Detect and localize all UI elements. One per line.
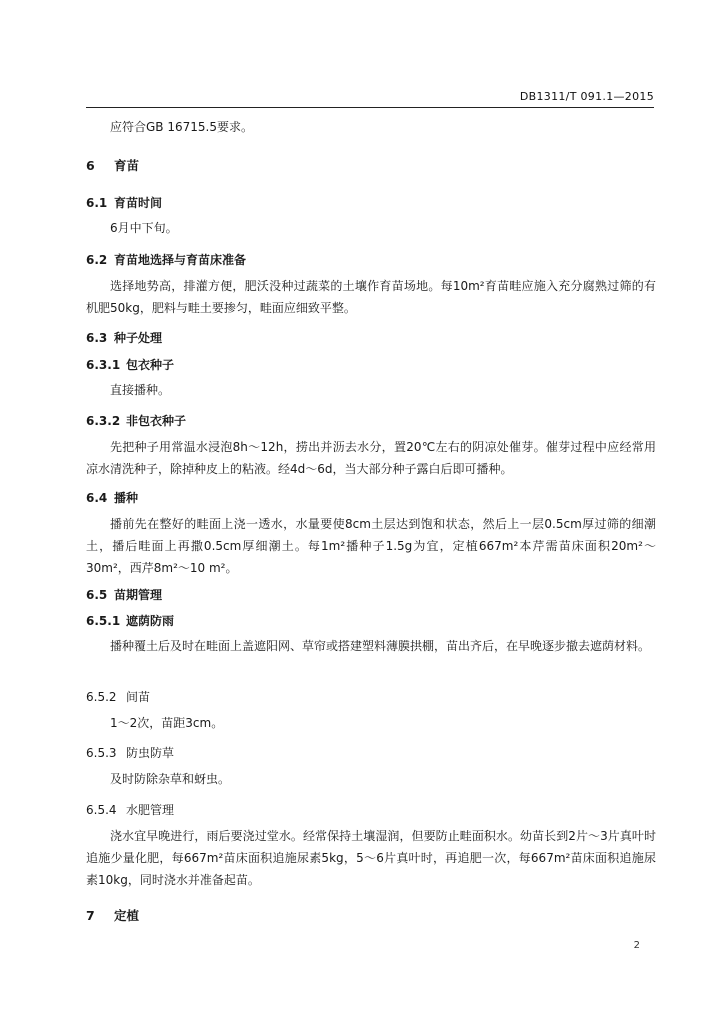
section-number: 6.3.2: [86, 414, 121, 428]
standard-code: DB1311/T 091.1—2015: [519, 90, 654, 103]
section-title: 水肥管理: [126, 803, 175, 817]
section-6-3-2-text: 先把种子用常温水浸泡8h～12h，捞出并沥去水分，置20℃左右的阴凉处催芽。催芽过程中应经常用凉水清洗种子，除掉种皮上的粘液。经4d～6d，当大部分种子露白后即可播种。: [86, 440, 656, 476]
section-6-4-text: 播前先在整好的畦面上浇一透水，水量要使8cm土层达到饱和状态，然后上一层0.5cm厚过筛的细潮土，播后畦面上再撒0.5cm厚细潮土。每1m²播种子1.5g为宜，定植667m²本芹需苗床面积20m²～30m²，西芹8m²～10 m²。: [86, 517, 656, 575]
section-6-5-2-heading: [86, 688, 656, 705]
section-number: 6: [86, 158, 95, 173]
section-6-2-text: 选择地势高，排灌方便，肥沃没种过蔬菜的土壤作育苗场地。每10m²育苗畦应施入充分腐熟过筛的有机肥50kg，肥料与畦土要掺匀，畦面应细致平整。: [86, 279, 656, 315]
section-title: 非包衣种子: [126, 414, 187, 428]
section-6-3-1-heading: [86, 356, 656, 373]
section-title: 间苗: [126, 690, 151, 704]
page-number: 2: [633, 940, 640, 951]
section-number: 6.5.2: [86, 690, 117, 704]
section-number: 6.5.3: [86, 746, 117, 760]
section-7-heading: [86, 906, 656, 924]
section-title: 育苗地选择与育苗床准备: [114, 253, 247, 267]
section-6-5-1-heading: [86, 612, 656, 629]
section-6-1-heading: [86, 194, 656, 211]
section-number: 6.5.1: [86, 614, 121, 628]
section-title: 定植: [114, 908, 140, 923]
section-number: 6.3.1: [86, 358, 121, 372]
section-6-5-heading: [86, 586, 656, 603]
section-6-5-3-heading: [86, 744, 656, 761]
section-number: 6.2: [86, 253, 108, 267]
section-title: 育苗: [114, 158, 140, 173]
section-6-5-2-text: 1～2次，苗距3cm。: [110, 716, 224, 730]
header-rule: [86, 107, 654, 108]
section-title: 播种: [114, 491, 139, 505]
section-title: 防虫防草: [126, 746, 175, 760]
section-number: 6.3: [86, 331, 108, 345]
paragraph-gb-requirement: 应符合GB 16715.5要求。: [110, 120, 253, 134]
section-6-heading: [86, 156, 656, 174]
section-6-3-heading: [86, 329, 656, 346]
section-title: 育苗时间: [114, 196, 163, 210]
section-6-5-4-text: 浇水宜早晚进行，雨后要浇过堂水。经常保持土壤湿润，但要防止畦面积水。幼苗长到2片～3片真叶时追施少量化肥，每667m²苗床面积追施尿素5kg，5～6片真叶时，再追肥一次，每667m²苗床面积追施尿素10kg，同时浇水并准备起苗。: [86, 829, 656, 887]
section-number: 6.4: [86, 491, 108, 505]
section-6-5-3-text: 及时防除杂草和蚜虫。: [110, 772, 231, 786]
section-6-1-text: 6月中下旬。: [110, 221, 178, 235]
section-title: 遮荫防雨: [126, 614, 175, 628]
section-number: 7: [86, 908, 95, 923]
section-6-5-1-text: 播种覆土后及时在畦面上盖遮阳网、草帘或搭建塑料薄膜拱棚，苗出齐后，在早晚逐步撤去遮荫材料。: [110, 639, 651, 653]
section-title: 种子处理: [114, 331, 163, 345]
section-number: 6.5: [86, 588, 108, 602]
section-number: 6.1: [86, 196, 108, 210]
section-6-4-heading: [86, 489, 656, 506]
section-6-3-1-text: 直接播种。: [110, 383, 171, 397]
section-title: 包衣种子: [126, 358, 175, 372]
section-6-5-4-heading: [86, 801, 656, 818]
section-6-3-2-heading: [86, 412, 656, 429]
section-title: 苗期管理: [114, 588, 163, 602]
section-number: 6.5.4: [86, 803, 117, 817]
section-6-2-heading: [86, 251, 656, 268]
